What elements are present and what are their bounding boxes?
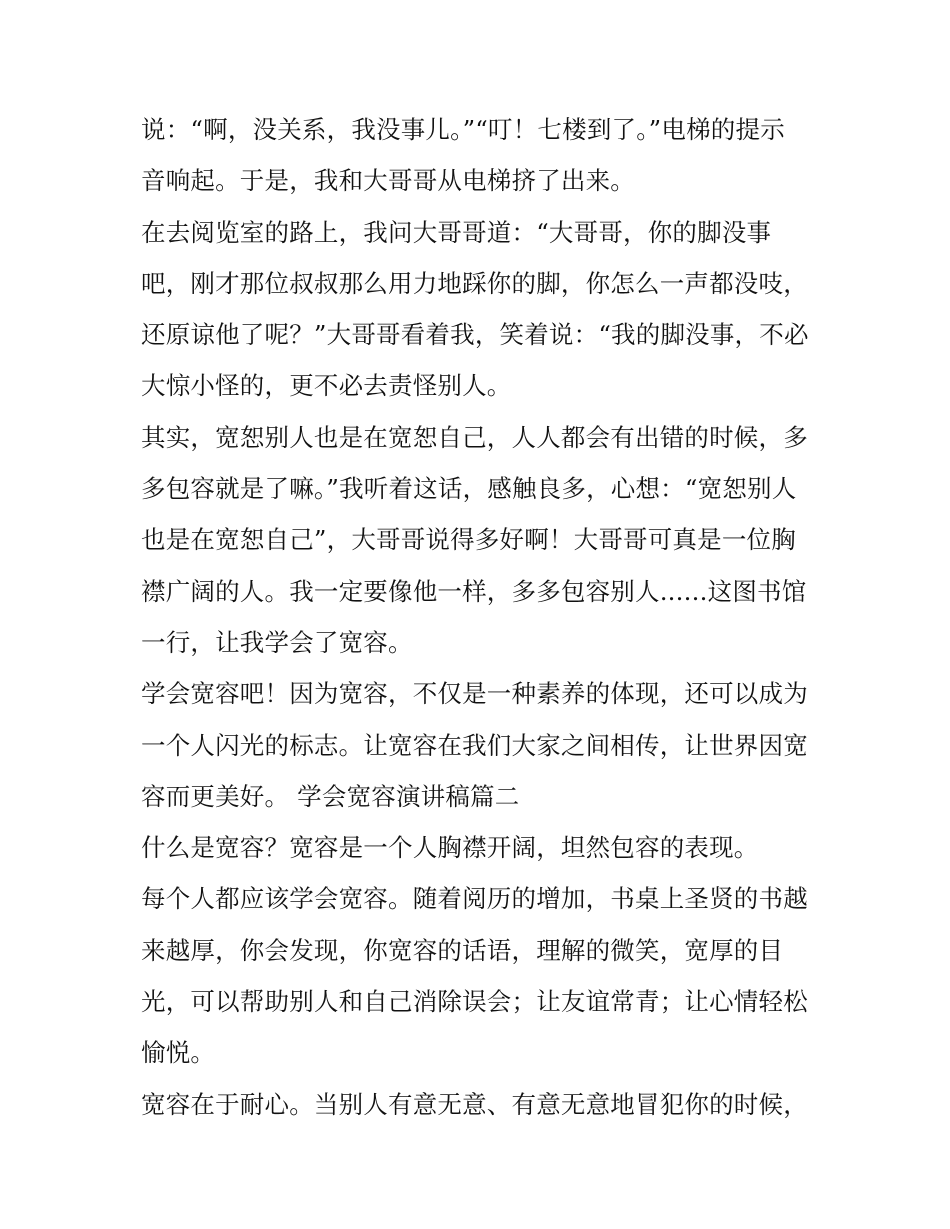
text-line: 还原谅他了呢？”大哥哥看着我，笑着说：“我的脚没事，不必 xyxy=(141,320,809,350)
text-line: 愉悦。 xyxy=(141,1038,216,1068)
text-line: 说：“啊，没关系，我没事儿。”“叮！七楼到了。”电梯的提示 xyxy=(141,115,785,144)
text-line: 什么是宽容？宽容是一个人胸襟开阔，坦然包容的表现。 xyxy=(141,833,759,863)
text-line: 一行，让我学会了宽容。 xyxy=(141,627,413,657)
text-line: 宽容在于耐心。当别人有意无意、有意无意地冒犯你的时候， xyxy=(141,1089,808,1119)
text-line: 每个人都应该学会宽容。随着阅历的增加，书桌上圣贤的书越 xyxy=(141,884,808,914)
text-line: 大惊小怪的，更不必去责怪别人。 xyxy=(141,371,512,401)
text-line: 学会宽容吧！因为宽容，不仅是一种素养的体现，还可以成为 xyxy=(141,679,808,709)
text-line: 多包容就是了嘛。”我听着这话，感触良多，心想：“宽恕别人 xyxy=(141,474,797,504)
text-line: 也是在宽恕自己”，大哥哥说得多好啊！大哥哥可真是一位胸 xyxy=(141,525,796,555)
document-body xyxy=(141,108,821,1134)
text-line: 容而更美好。 学会宽容演讲稿篇二 xyxy=(141,781,520,811)
text-line: 其实，宽恕别人也是在宽恕自己，人人都会有出错的时候，多 xyxy=(141,422,808,452)
text-line: 一个人闪光的标志。让宽容在我们大家之间相传，让世界因宽 xyxy=(141,730,808,760)
text-line: 在去阅览室的路上，我问大哥哥道：“大哥哥，你的脚没事 xyxy=(141,217,772,247)
text-line: 光，可以帮助别人和自己消除误会；让友谊常青；让心情轻松 xyxy=(141,987,808,1017)
text-line: 来越厚，你会发现，你宽容的话语，理解的微笑，宽厚的目 xyxy=(141,935,784,965)
text-line: 吧，刚才那位叔叔那么用力地踩你的脚，你怎么一声都没吱， xyxy=(141,268,808,298)
text-line: 襟广阔的人。我一定要像他一样，多多包容别人......这图书馆 xyxy=(141,576,807,606)
text-line: 音响起。于是，我和大哥哥从电梯挤了出来。 xyxy=(141,166,635,196)
